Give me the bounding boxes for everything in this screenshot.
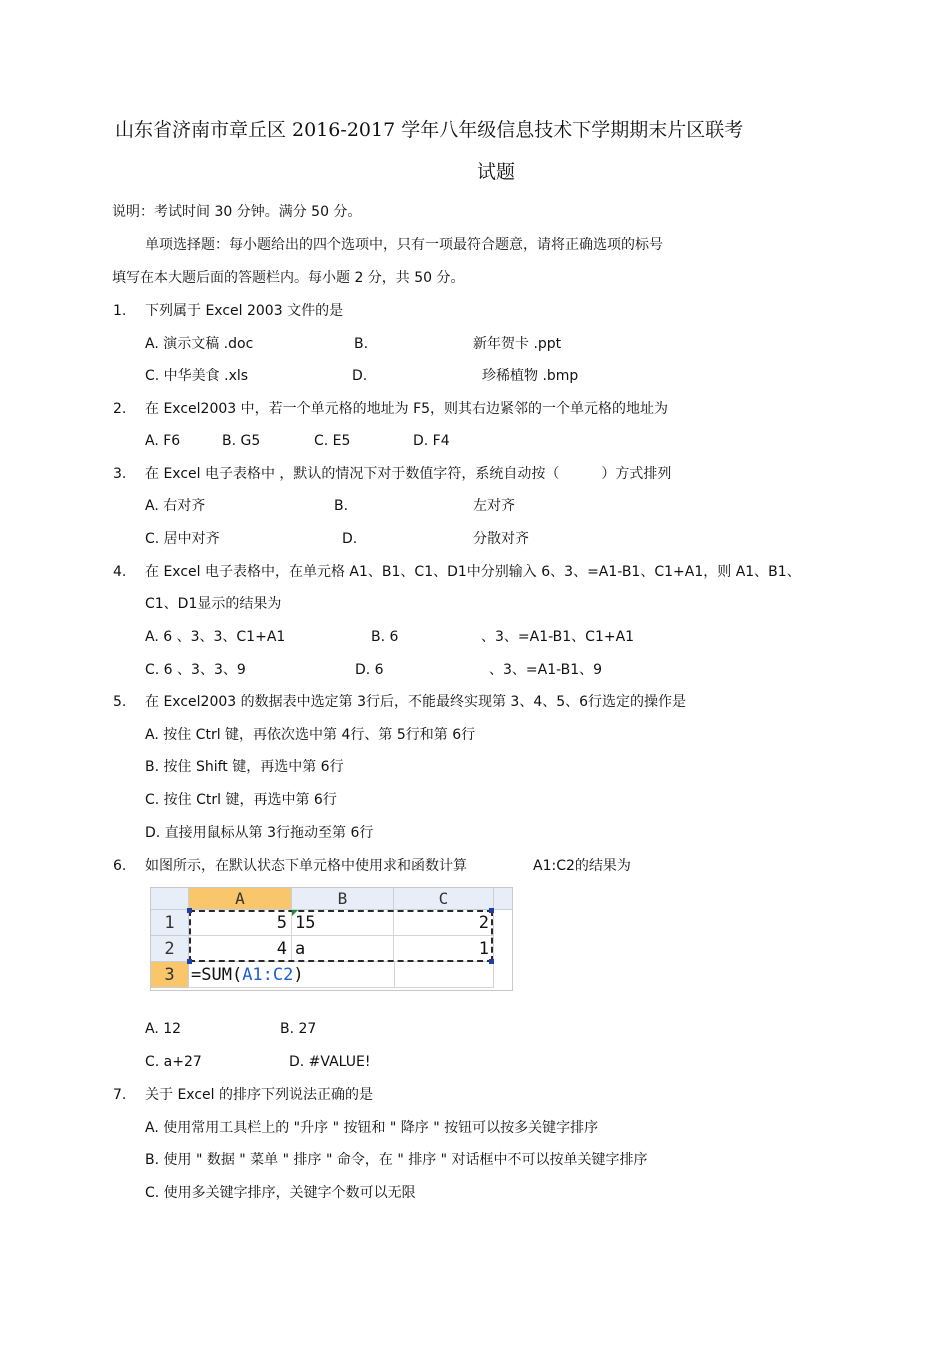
option-b-label: B.: [334, 498, 349, 514]
option-b: B. G5: [222, 433, 261, 449]
corner-header: [151, 888, 189, 910]
option-c: C. 6 、3、3、9: [145, 662, 246, 678]
option-a: A. 6 、3、3、C1+A1: [145, 629, 286, 645]
cell-c3: [394, 962, 494, 988]
exam-note: 说明：考试时间 30 分钟。满分 50 分。: [112, 204, 362, 220]
question-number: 2.: [113, 401, 127, 417]
question-number: 7.: [113, 1087, 127, 1103]
option-c: C. a+27: [145, 1054, 202, 1070]
option-d: D. 6: [355, 662, 384, 678]
option-d: D. 直接用鼠标从第 3行拖动至第 6行: [145, 825, 374, 841]
question-number: 3.: [113, 466, 127, 482]
option-a: A. 右对齐: [145, 498, 206, 514]
instruction-line1: 单项选择题：每小题给出的四个选项中，只有一项最符合题意，请将正确选项的标号: [145, 237, 663, 253]
error-indicator-icon: [292, 910, 298, 916]
column-header-filler: [494, 888, 513, 910]
page-title: 山东省济南市章丘区 2016-2017 学年八年级信息技术下学期期末片区联考: [115, 119, 744, 141]
cell-b2: a: [292, 936, 394, 962]
row-header-3: 3: [151, 962, 189, 988]
question-stem: 在 Excel2003 的数据表中选定第 3行后，不能最终实现第 3、4、5、6行选定的操作是: [145, 694, 687, 710]
option-b: B. 27: [280, 1021, 317, 1037]
option-c: C. 按住 Ctrl 键，再选中第 6行: [145, 792, 337, 808]
question-stem: 在 Excel2003 中，若一个单元格的地址为 F5，则其右边紧邻的一个单元格的地址为: [145, 401, 669, 417]
question-stem: 关于 Excel 的排序下列说法正确的是: [145, 1087, 373, 1103]
cell-b1: 15: [292, 910, 394, 936]
marquee-handle: [187, 908, 192, 913]
option-c: C. 中华美食 .xls: [145, 368, 249, 384]
option-d-rest: 、3、=A1-B1、9: [489, 662, 603, 678]
question-number: 5.: [113, 694, 127, 710]
instruction-line2: 填写在本大题后面的答题栏内。每小题 2 分，共 50 分。: [112, 270, 465, 286]
column-header-c: C: [394, 888, 494, 910]
option-d: D. #VALUE!: [289, 1054, 371, 1070]
option-b: 左对齐: [473, 498, 515, 514]
question-stem: 如图所示，在默认状态下单元格中使用求和函数计算: [145, 858, 467, 874]
option-a: A. 按住 Ctrl 键，再依次选中第 4行、第 5行和第 6行: [145, 727, 476, 743]
option-b: B. 6: [371, 629, 399, 645]
option-d: 珍稀植物 .bmp: [482, 368, 579, 384]
option-b: B. 使用 " 数据 " 菜单 " 排序 " 命令，在 " 排序 " 对话框中不可以按单关键字排序: [145, 1152, 648, 1168]
row-header-1: 1: [151, 910, 189, 936]
question-number: 4.: [113, 564, 127, 580]
option-a: A. 12: [145, 1021, 182, 1037]
cell-a3-formula: [189, 962, 394, 988]
cell-c2: 1: [394, 936, 494, 962]
question-stem: 在 Excel 电子表格中，在单元格 A1、B1、C1、D1中分别输入 6、3、=A1-B1、C1+A1，则 A1、B1、: [145, 564, 801, 580]
question-number: 1.: [113, 303, 127, 319]
range-selection-marquee: [189, 910, 493, 962]
spreadsheet-figure: [150, 887, 513, 991]
cell-a1: 5: [189, 910, 292, 936]
question-number: 6.: [113, 858, 127, 874]
option-b: B. 按住 Shift 键，再选中第 6行: [145, 759, 344, 775]
option-b-label: B.: [354, 336, 369, 352]
marquee-handle: [187, 959, 192, 964]
option-d: 分散对齐: [473, 531, 529, 547]
marquee-handle: [489, 908, 494, 913]
option-c: C. 居中对齐: [145, 531, 220, 547]
option-d-label: D.: [352, 368, 368, 384]
page-title-line2: 试题: [477, 161, 516, 183]
formula-suffix: ): [293, 965, 304, 985]
formula-prefix: =SUM(: [191, 965, 243, 985]
marquee-handle: [489, 959, 494, 964]
option-a: A. F6: [145, 433, 181, 449]
option-d: D. F4: [413, 433, 450, 449]
cell-c1: 2: [394, 910, 494, 936]
row-header-2: 2: [151, 936, 189, 962]
column-header-b: B: [292, 888, 394, 910]
cell-a2: 4: [189, 936, 292, 962]
formula-range-ref: A1:C2: [242, 965, 294, 985]
question-stem-ref: A1:C2的结果为: [533, 858, 631, 874]
option-d-label: D.: [342, 531, 358, 547]
option-a: A. 使用常用工具栏上的 "升序 " 按钮和 " 降序 " 按钮可以按多关键字排序: [145, 1120, 599, 1136]
question-stem-cont: C1、D1显示的结果为: [145, 596, 282, 612]
column-header-a: A: [189, 888, 292, 910]
option-c: C. 使用多关键字排序，关键字个数可以无限: [145, 1185, 416, 1201]
option-c: C. E5: [314, 433, 351, 449]
question-stem: 在 Excel 电子表格中 ，默认的情况下对于数值字符，系统自动按（ ）方式排列: [145, 466, 672, 482]
option-a: A. 演示文稿 .doc: [145, 336, 254, 352]
option-b-rest: 、3、=A1-B1、C1+A1: [481, 629, 635, 645]
option-b: 新年贺卡 .ppt: [473, 336, 562, 352]
question-stem: 下列属于 Excel 2003 文件的是: [145, 303, 344, 319]
